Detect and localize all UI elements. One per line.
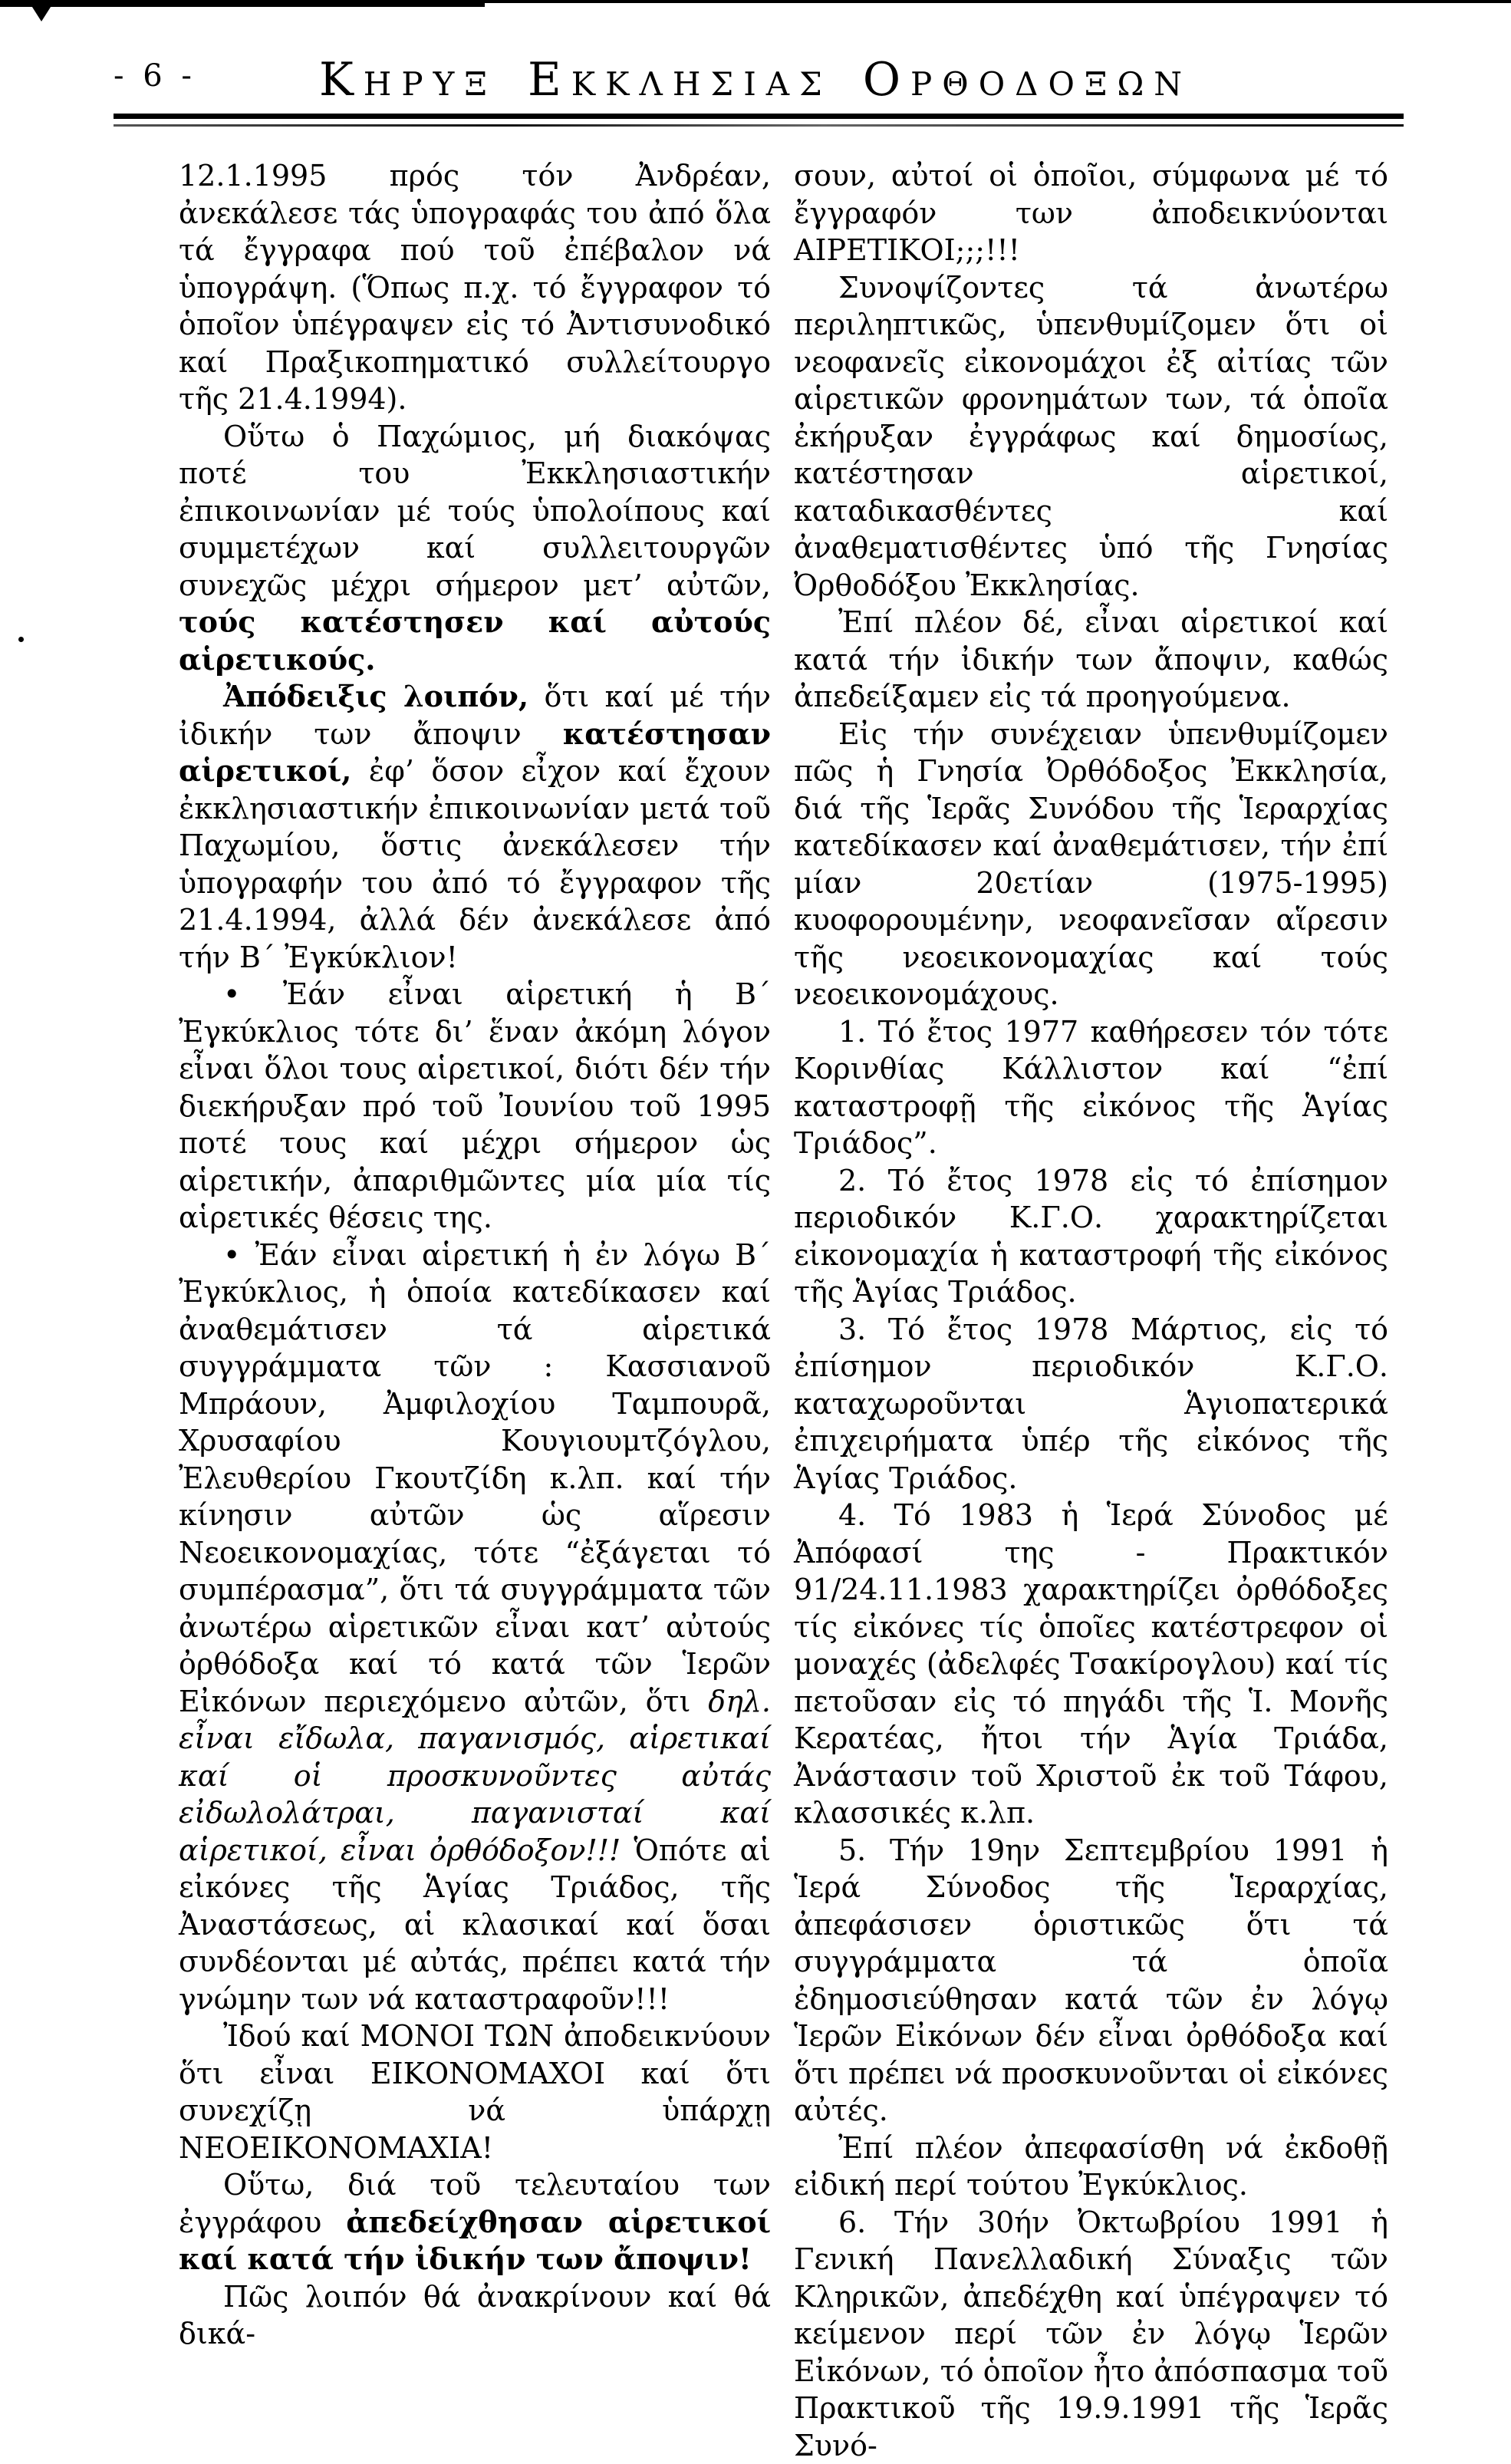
column-right (794, 157, 1388, 2464)
paragraph (179, 1237, 771, 2018)
text-run-normal: Οὕτω, διά τοῦ τελευταίου των ἐγγράφου (179, 2168, 771, 2239)
header-rule-thin (114, 124, 1404, 127)
text-run-normal: 2. Τό ἔτος 1978 εἰς τό ἐπίσημον περιοδικόν Κ.Γ.Ο. χαρακτηρίζεται εἰκονομαχία ἡ καταστροφή τῆς εἰκόνος τῆς Ἁγίας Τριάδος. (794, 1164, 1388, 1309)
header-rule-thick (114, 114, 1404, 119)
paragraph (794, 1162, 1388, 1311)
page-number: - 6 - (114, 58, 196, 94)
paragraph (179, 2018, 771, 2166)
text-run-normal: Ἰδού καί ΜΟΝΟΙ ΤΩΝ ἀποδεικνύουν ὅτι εἶναι ΕΙΚΟΝΟΜΑΧΟΙ καί ὅτι συνεχίζῃ νά ὑπάρχῃ ΝΕΟΕΙΚΟΝΟΜΑΧΙΑ! (179, 2019, 771, 2165)
text-run-normal: 3. Τό ἔτος 1978 Μάρτιος, εἰς τό ἐπίσημον περιοδικόν Κ.Γ.Ο. καταχωροῦνται Ἁγιοπατερικά ἐπιχειρήματα ὑπέρ τῆς εἰκόνος τῆς Ἁγίας Τριάδος. (794, 1313, 1388, 1495)
text-run-normal: 5. Τήν 19ην Σεπτεμβρίου 1991 ἡ Ἱερά Σύνοδος τῆς Ἱεραρχίας, ἀπεφάσισεν ὁριστικῶς ὅτι τά συγγράμματα τά ὁποῖα ἐδημοσιεύθησαν κατά τῶν ἐν λόγῳ Ἱερῶν Εἰκόνων δέν εἶναι ὀρθόδοξα καί ὅτι πρέπει νά προσκυνοῦνται οἱ εἰκόνες αὐτές. (794, 1833, 1388, 2128)
title-word: ΕΚΚΛΗΣΙΑΣ (528, 65, 832, 103)
text-run-bold: ἀπεδείχθησαν αἱρετικοί καί κατά τήν ἰδικήν των ἄποψιν! (179, 2205, 771, 2277)
paragraph (794, 2204, 1388, 2464)
paragraph (794, 604, 1388, 716)
scan-artifact-blob (31, 5, 52, 21)
text-run-normal: 4. Τό 1983 ἡ Ἱερά Σύνοδος μέ Ἀπόφασί της - Πρακτικόν 91/24.11.1983 χαρακτηρίζει ὀρθόδοξες τίς εἰκόνες τίς ὁποῖες κατέστρεφον οἱ μοναχές (ἀδελφές Τσακίρογλου) καί τίς πετοῦσαν εἰς τό πηγάδι τῆς Ἱ. Μονῆς Κερατέας, ἤτοι τήν Ἁγία Τριάδα, Ἀνάστασιν τοῦ Χριστοῦ ἐκ τοῦ Τάφου, κλασσικές κ.λπ. (794, 1498, 1388, 1830)
text-run-normal: Οὕτω ὁ Παχώμιος, μή διακόψας ποτέ του Ἐκκλησιαστικήν ἐπικοινωνίαν μέ τούς ὑπολοίπους καί συμμετέχων καί συλλειτουργῶν συνεχῶς μέχρι σήμερον μετ’ αὐτῶν, (179, 420, 771, 602)
newspaper-title (0, 52, 1511, 107)
text-run-italic: δηλ. εἶναι εἴδωλα, παγανισμός, αἱρετικαί καί οἱ προσκυνοῦντες αὐτάς εἰδωλολάτραι, παγανισταί καί αἱρετικοί, εἶναι ὀρθόδοξον!!! (179, 1685, 771, 1867)
scan-artifact-top-thick-segment (0, 0, 485, 7)
title-word: ΟΡΘΟΔΟΞΩΝ (863, 65, 1192, 103)
text-run-normal: ἐφ’ ὅσον εἶχον καί ἔχουν ἐκκλησιαστικήν ἐπικοινωνίαν μετά τοῦ Παχωμίου, ὅστις ἀνεκάλεσεν τήν ὑπογραφήν του ἀπό τό ἔγγραφον τῆς 21.4.1994, ἀλλά δέν ἀνεκάλεσε ἀπό τήν Β´ Ἐγκύκλιον! (179, 754, 771, 974)
paragraph (179, 157, 771, 418)
text-run-normal: • Ἐάν εἶναι αἱρετική ἡ Β´ Ἐγκύκλιος τότε δι’ ἕναν ἀκόμη λόγον εἶναι ὅλοι τους αἱρετικοί, διότι δέν τήν διεκήρυξαν πρό τοῦ Ἰουνίου τοῦ 1995 ποτέ τους καί μέχρι σήμερον ὡς αἱρετικήν, ἀπαριθμῶντες μία μία τίς αἱρετικές θέσεις της. (179, 977, 771, 1234)
paragraph (794, 1497, 1388, 1832)
paragraph (794, 1013, 1388, 1162)
text-run-normal: 1. Τό ἔτος 1977 καθήρεσεν τόν τότε Κορινθίας Κάλλιστον καί “ἐπί καταστροφῇ τῆς εἰκόνος τῆς Ἁγίας Τριάδος”. (794, 1015, 1388, 1161)
title-word: ΚΗΡΥΞ (319, 65, 497, 103)
text-run-normal: Πῶς λοιπόν θά ἀνακρίνουν καί θά δικά- (179, 2280, 771, 2351)
text-run-normal: Ἐπί πλέον ἀπεφασίσθη νά ἐκδοθῇ εἰδική περί τούτου Ἐγκύκλιος. (794, 2131, 1388, 2202)
text-run-normal: Ὁπότε αἱ εἰκόνες τῆς Ἁγίας Τριάδος, τῆς Ἀναστάσεως, αἱ κλασικαί καί ὅσαι συνδέονται μέ αὐτάς, πρέπει κατά τήν γνώμην των νά καταστραφοῦν!!! (179, 1833, 771, 2016)
text-run-normal: ὅτι καί μέ τήν ἰδικήν των ἄποψιν (179, 680, 771, 751)
text-run-normal: Ἐπί πλέον δέ, εἶναι αἱρετικοί καί κατά τήν ἰδικήν των ἄποψιν, καθώς ἀπεδείξαμεν εἰς τά προηγούμενα. (794, 605, 1388, 713)
text-run-normal: 12.1.1995 πρός τόν Ἀνδρέαν, ἀνεκάλεσε τάς ὑπογραφάς του ἀπό ὅλα τά ἔγγραφα πού τοῦ ἐπέβαλον νά ὑπογράψη. (Ὅπως π.χ. τό ἔγγραφον τό ὁποῖον ὑπέγραψεν εἰς τό Ἀντισυνοδικό καί Πραξικοπηματικό συλλείτουργο τῆς 21.4.1994). (179, 159, 771, 416)
paragraph (794, 269, 1388, 604)
paragraph (179, 418, 771, 679)
text-run-bold: τούς κατέστησεν καί αὐτούς αἱρετικούς. (179, 604, 771, 677)
text-run-normal: σουν, αὐτοί οἱ ὁποῖοι, σύμφωνα μέ τό ἔγγραφόν των ἀποδεικνύονται ΑΙΡΕΤΙΚΟΙ;;;!!! (794, 159, 1388, 267)
text-run-normal: 6. Τήν 30ήν Ὀκτωβρίου 1991 ἡ Γενική Πανελλαδική Σύναξις τῶν Κληρικῶν, ἀπεδέχθη καί ὑπέγραψεν τό κείμενον περί τῶν ἐν λόγῳ Ἱερῶν Εἰκόνων, τό ὁποῖον ἦτο ἀπόσπασμα τοῦ Πρακτικοῦ τῆς 19.9.1991 τῆς Ἱερᾶς Συνό- (794, 2205, 1388, 2462)
text-run-normal: Εἰς τήν συνέχειαν ὑπενθυμίζομεν πῶς ἡ Γνησία Ὀρθόδοξος Ἐκκλησία, διά τῆς Ἱερᾶς Συνόδου τῆς Ἱεραρχίας κατεδίκασεν καί ἀναθεμάτισεν, τήν ἐπί μίαν 20ετίαν (1975-1995) κυοφορουμένην, νεοφανεῖσαν αἵρεσιν τῆς νεοεικονομαχίας καί τούς νεοεικονομάχους. (794, 717, 1388, 1012)
paragraph (794, 1832, 1388, 2130)
paragraph (179, 976, 771, 1237)
paragraph (179, 678, 771, 976)
paragraph (794, 716, 1388, 1013)
column-left (179, 157, 771, 2353)
paragraph (794, 157, 1388, 269)
paragraph (179, 2166, 771, 2278)
text-run-normal: • Ἐάν εἶναι αἱρετική ἡ ἐν λόγω Β´ Ἐγκύκλιος, ἡ ὁποία κατεδίκασεν καί ἀναθεμάτισεν τά αἱρετικά συγγράμματα τῶν : Κασσιανοῦ Μπράουν, Ἀμφιλοχίου Ταμπουρᾶ, Χρυσαφίου Κουγιουμτζόγλου, Ἐλευθερίου Γκουτζίδη κ.λπ. καί τήν κίνησιν αὐτῶν ὡς αἵρεσιν Νεοεικονομαχίας, τότε “ἐξάγεται τό συμπέρασμα”, ὅτι τά συγγράμματα τῶν ἀνωτέρω αἱρετικῶν εἶναι κατ’ αὐτούς ὀρθόδοξα καί τό κατά τῶν Ἱερῶν Εἰκόνων περιεχόμενο αὐτῶν, ὅτι (179, 1238, 771, 1718)
text-run-bold: Ἀπόδειξις λοιπόν, (223, 679, 528, 713)
paragraph (794, 1311, 1388, 1497)
text-run-normal: Συνοψίζοντες τά ἀνωτέρω περιληπτικῶς, ὑπενθυμίζομεν ὅτι οἱ νεοφανεῖς εἰκονομάχοι ἐξ αἰτίας τῶν αἱρετικῶν φρονημάτων των, τά ὁποῖα ἐκήρυξαν ἐγγράφως καί δημοσίως, κατέστησαν αἱρετικοί, καταδικασθέντες καί ἀναθεματισθέντες ὑπό τῆς Γνησίας Ὀρθοδόξου Ἐκκλησίας. (794, 271, 1388, 602)
text-run-bold: κατέστησαν αἱρετικοί, (179, 716, 771, 789)
scan-artifact-margin-dot (18, 637, 24, 642)
paragraph (179, 2278, 771, 2353)
paragraph (794, 2130, 1388, 2204)
